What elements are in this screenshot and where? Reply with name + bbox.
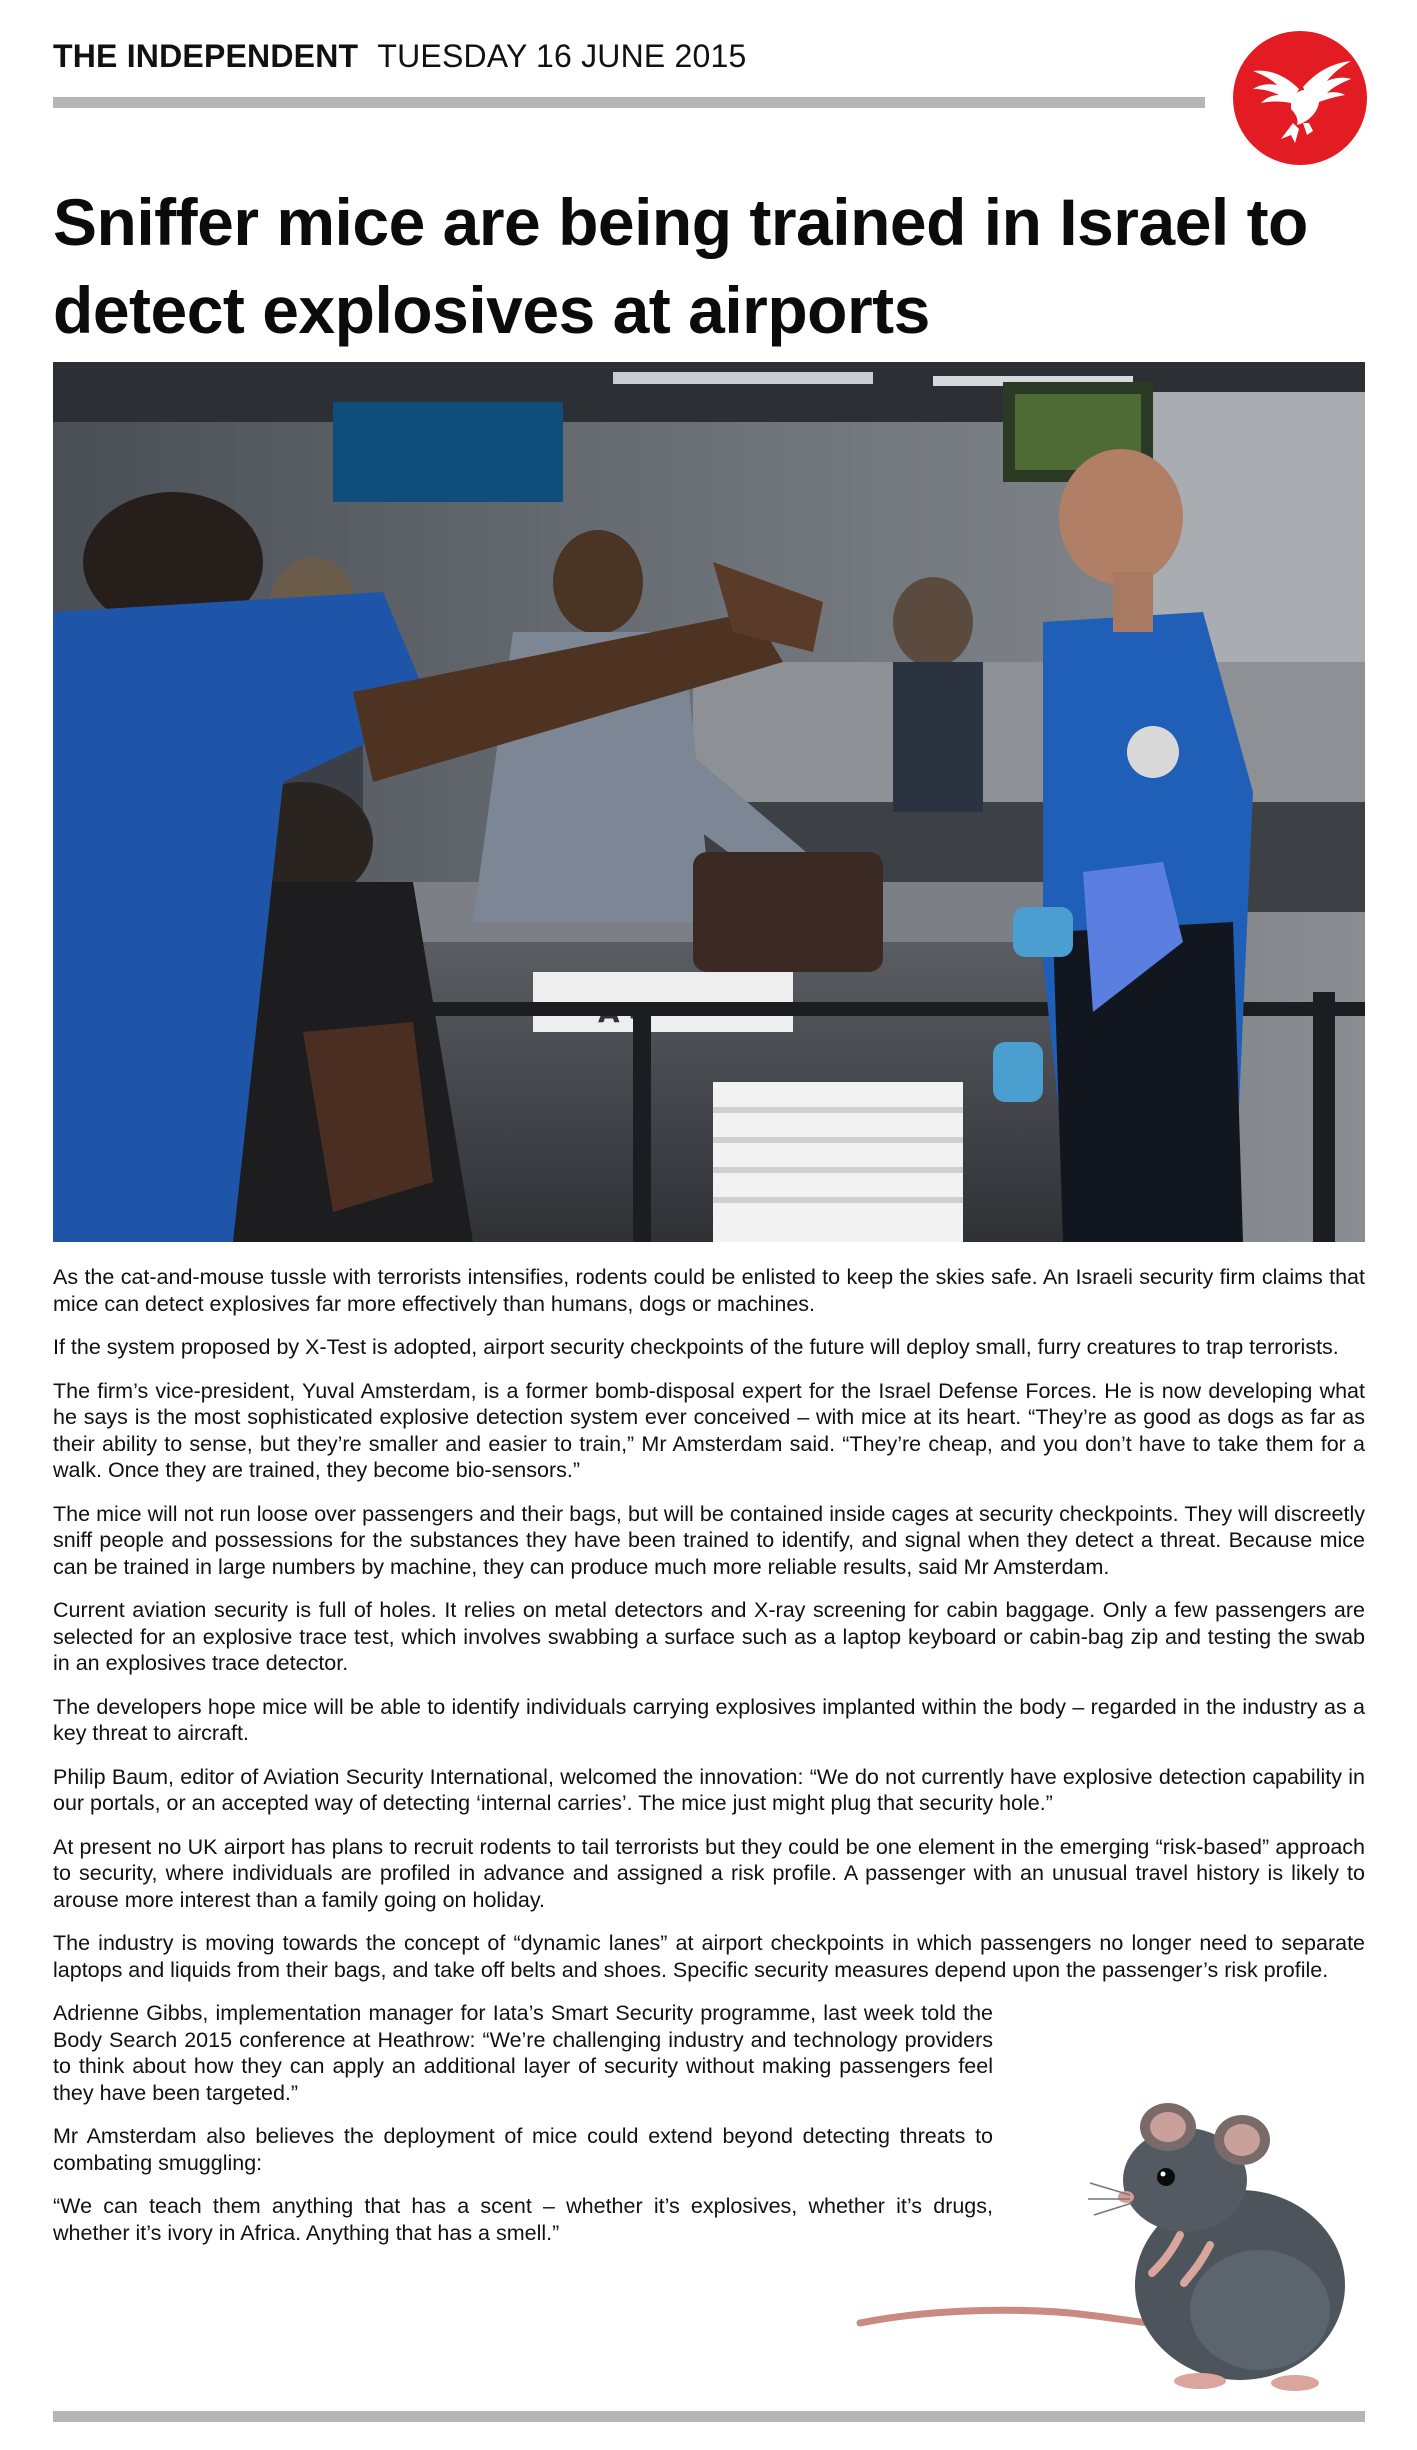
paragraph: The mice will not run loose over passengers and their bags, but will be contained inside cages at security checkpoints. They will discreetly sniff people and possessions for the substances they have been trained to identify, and signal when they detect a threat. Because mice can be trained in large numbers by machine, they can produce much more reliable results, said Mr Amsterdam.: [53, 1501, 1365, 1579]
top-divider: [53, 97, 1205, 108]
paragraph: Philip Baum, editor of Aviation Security International, welcomed the innovation: “We do not currently have explosive detection capability in our portals, or an accepted way of detecting ‘internal carries’. The mice just might plug that security hole.”: [53, 1764, 1365, 1815]
paragraph: The developers hope mice will be able to identify individuals carrying explosives implanted within the body – regarded in the industry as a key threat to aircraft.: [53, 1694, 1365, 1745]
paragraph: At present no UK airport has plans to recruit rodents to tail terrorists but they could be one element in the emerging “risk-based” approach to security, where individuals are profiled in advance and assigned a risk profile. A passenger with an unusual travel history is likely to arouse more interest than a family going on holiday.: [53, 1834, 1365, 1912]
paragraph: Current aviation security is full of holes. It relies on metal detectors and X-ray screening for cabin baggage. Only a few passengers are selected for an explosive trace test, which involves swabbing a surface such as a laptop keyboard or cabin-bag zip and testing the swab in an explosives trace detector.: [53, 1598, 1365, 1675]
publication-name: THE INDEPENDENT: [53, 38, 359, 74]
paragraph: Adrienne Gibbs, implementation manager for Iata’s Smart Security programme, last week told the Body Search 2015 conference at Heathrow: “We’re challenging industry and technology providers to think about how they can apply an additional layer of security without making passengers feel they have been targeted.”: [53, 2001, 993, 2105]
masthead: [53, 38, 747, 75]
bottom-divider: [53, 2411, 1365, 2422]
headline: Sniffer mice are being trained in Israel to detect explosives at airports: [53, 185, 1308, 347]
mouse-illustration-icon: [840, 2085, 1365, 2405]
paragraph: “We can teach them anything that has a scent – whether it’s explosives, whether it’s drugs, whether it’s ivory in Africa. Anything that has a smell.”: [53, 2194, 993, 2245]
paragraph: If the system proposed by X-Test is adopted, airport security checkpoints of the future will deploy small, furry creatures to trap terrorists.: [53, 1335, 1339, 1359]
paragraph: As the cat-and-mouse tussle with terrorists intensifies, rodents could be enlisted to keep the skies safe. An Israeli security firm claims that mice can detect explosives far more effectively than humans, dogs or machines.: [53, 1265, 1365, 1316]
publication-date: TUESDAY 16 JUNE 2015: [377, 38, 747, 74]
paragraph: The firm’s vice-president, Yuval Amsterdam, is a former bomb-disposal expert for the Israel Defense Forces. He is now developing what he says is the most sophisticated explosive detection system ever conceived – with mice at its heart. “They’re as good as dogs as far as their ability to sense, but they’re smaller and easier to train,” Mr Amsterdam said. “They’re cheap, and you don’t have to take them for a walk. Once they are trained, they become bio-sensors.”: [53, 1378, 1365, 1482]
airport-security-photo: [53, 362, 1365, 1242]
eagle-logo-icon: [1233, 31, 1367, 165]
paragraph: Mr Amsterdam also believes the deployment of mice could extend beyond detecting threats to combating smuggling:: [53, 2124, 993, 2175]
paragraph: The industry is moving towards the concept of “dynamic lanes” at airport checkpoints in which passengers no longer need to separate laptops and liquids from their bags, and take off belts and shoes. Specific security measures depend upon the passenger’s risk profile.: [53, 1931, 1365, 1982]
